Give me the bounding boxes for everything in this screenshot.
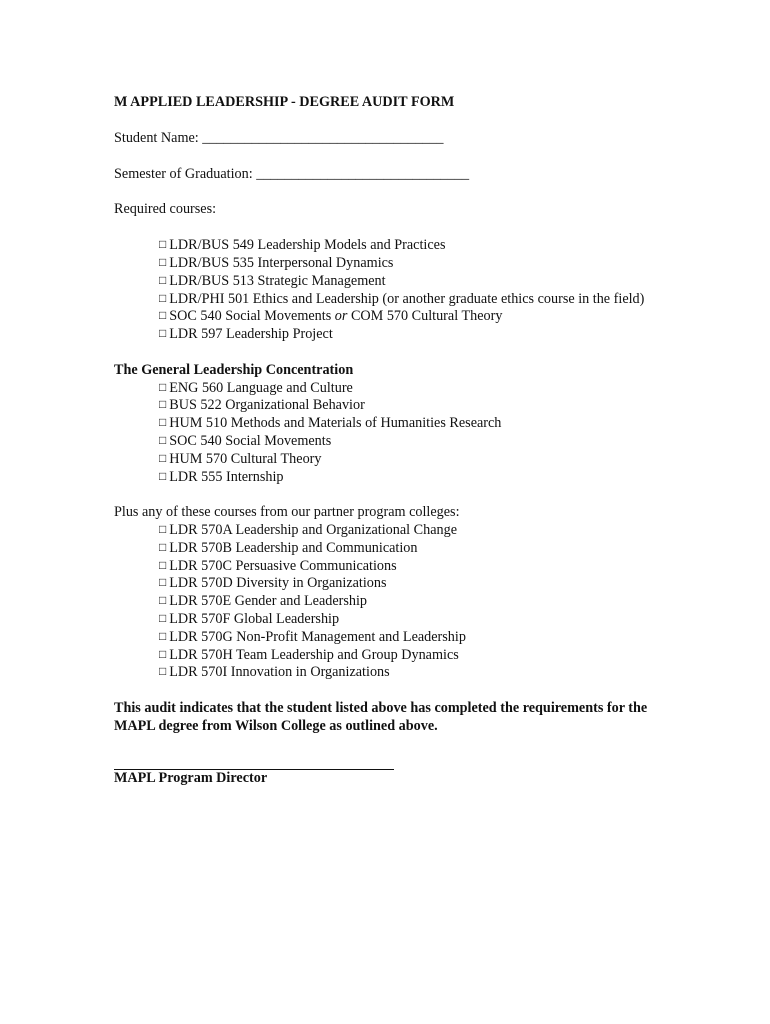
course-label: LDR 570I Innovation in Organizations xyxy=(169,664,390,681)
list-item[interactable] xyxy=(159,522,674,540)
checkbox-icon[interactable]: □ xyxy=(159,610,167,625)
course-label: LDR 597 Leadership Project xyxy=(169,326,333,343)
list-item[interactable] xyxy=(159,611,674,629)
partner-courses-list xyxy=(114,522,674,682)
list-item[interactable] xyxy=(159,255,674,273)
course-label: LDR 570B Leadership and Communication xyxy=(169,539,418,556)
course-label: LDR 570H Team Leadership and Group Dynamics xyxy=(169,646,459,663)
checkbox-icon[interactable]: □ xyxy=(159,379,167,394)
audit-statement: This audit indicates that the student listed above has completed the requirements for the MAPL degree from Wilson College as outlined above. xyxy=(114,699,648,734)
course-label: LDR/BUS 549 Leadership Models and Practices xyxy=(169,237,446,254)
partner-courses-heading: Plus any of these courses from our partner program colleges: xyxy=(114,504,460,521)
checkbox-icon[interactable]: □ xyxy=(159,593,167,608)
course-label-or: or xyxy=(334,308,348,325)
list-item[interactable] xyxy=(159,397,674,415)
course-label: LDR 570F Global Leadership xyxy=(169,610,340,627)
list-item[interactable] xyxy=(159,469,674,487)
checkbox-icon[interactable]: □ xyxy=(159,450,167,465)
form-title: M APPLIED LEADERSHIP - DEGREE AUDIT FORM xyxy=(114,94,455,110)
student-name-field[interactable]: Student Name: __________________________________ xyxy=(114,129,444,146)
list-item[interactable] xyxy=(114,291,674,309)
list-item[interactable] xyxy=(159,433,674,451)
list-item[interactable] xyxy=(159,451,674,469)
checkbox-icon[interactable]: □ xyxy=(159,237,167,252)
list-item[interactable] xyxy=(159,593,674,611)
list-item[interactable] xyxy=(159,308,674,326)
course-label: LDR 570C Persuasive Communications xyxy=(169,557,397,574)
list-item[interactable] xyxy=(159,415,674,433)
course-label: LDR/BUS 535 Interpersonal Dynamics xyxy=(169,254,394,271)
checkbox-icon[interactable]: □ xyxy=(159,468,167,483)
checkbox-icon[interactable]: □ xyxy=(159,539,167,554)
list-item[interactable] xyxy=(159,540,674,558)
course-label: LDR 570D Diversity in Organizations xyxy=(169,575,387,592)
checkbox-icon[interactable]: □ xyxy=(159,646,167,661)
checkbox-icon[interactable]: □ xyxy=(159,272,167,287)
course-label-part: SOC 540 Social Movements xyxy=(169,308,335,325)
checkbox-icon[interactable]: □ xyxy=(159,521,167,536)
checkbox-icon[interactable]: □ xyxy=(159,575,167,590)
course-label: BUS 522 Organizational Behavior xyxy=(169,397,365,414)
general-concentration-list xyxy=(114,380,674,487)
signature-label: MAPL Program Director xyxy=(114,769,268,786)
required-courses-label: Required courses: xyxy=(114,201,217,218)
course-label: LDR 570A Leadership and Organizational Change xyxy=(169,521,457,538)
checkbox-icon[interactable]: □ xyxy=(159,415,167,430)
checkbox-icon[interactable]: □ xyxy=(159,254,167,269)
signature-line[interactable] xyxy=(114,753,394,770)
degree-audit-form xyxy=(114,94,674,787)
list-item[interactable] xyxy=(159,647,674,665)
course-label: LDR 570G Non-Profit Management and Leadership xyxy=(169,628,466,645)
course-label: LDR/PHI 501 Ethics and Leadership (or another graduate ethics course in the field) xyxy=(169,290,645,307)
checkbox-icon[interactable]: □ xyxy=(159,326,167,341)
list-item[interactable] xyxy=(159,575,674,593)
course-label-part: COM 570 Cultural Theory xyxy=(347,308,503,325)
general-concentration-heading: The General Leadership Concentration xyxy=(114,361,354,378)
checkbox-icon[interactable]: □ xyxy=(159,397,167,412)
list-item[interactable] xyxy=(159,326,674,344)
checkbox-icon[interactable]: □ xyxy=(159,557,167,572)
course-label: HUM 510 Methods and Materials of Humanities Research xyxy=(169,415,502,432)
course-label: SOC 540 Social Movements xyxy=(169,432,332,449)
course-label: ENG 560 Language and Culture xyxy=(169,379,353,396)
course-label: LDR 570E Gender and Leadership xyxy=(169,593,368,610)
course-label: LDR/BUS 513 Strategic Management xyxy=(169,272,386,289)
checkbox-icon[interactable]: □ xyxy=(159,628,167,643)
list-item[interactable] xyxy=(159,380,674,398)
list-item[interactable] xyxy=(159,237,674,255)
list-item[interactable] xyxy=(159,629,674,647)
checkbox-icon[interactable]: □ xyxy=(159,432,167,447)
list-item[interactable] xyxy=(159,664,674,682)
course-label: HUM 570 Cultural Theory xyxy=(169,450,322,467)
course-label: LDR 555 Internship xyxy=(169,468,284,485)
list-item[interactable] xyxy=(159,273,674,291)
checkbox-icon[interactable]: □ xyxy=(159,290,167,305)
list-item[interactable] xyxy=(159,558,674,576)
checkbox-icon[interactable]: □ xyxy=(159,308,167,323)
semester-of-graduation-field[interactable]: Semester of Graduation: ______________________________ xyxy=(114,165,470,182)
checkbox-icon[interactable]: □ xyxy=(159,664,167,679)
required-courses-list xyxy=(114,237,674,344)
